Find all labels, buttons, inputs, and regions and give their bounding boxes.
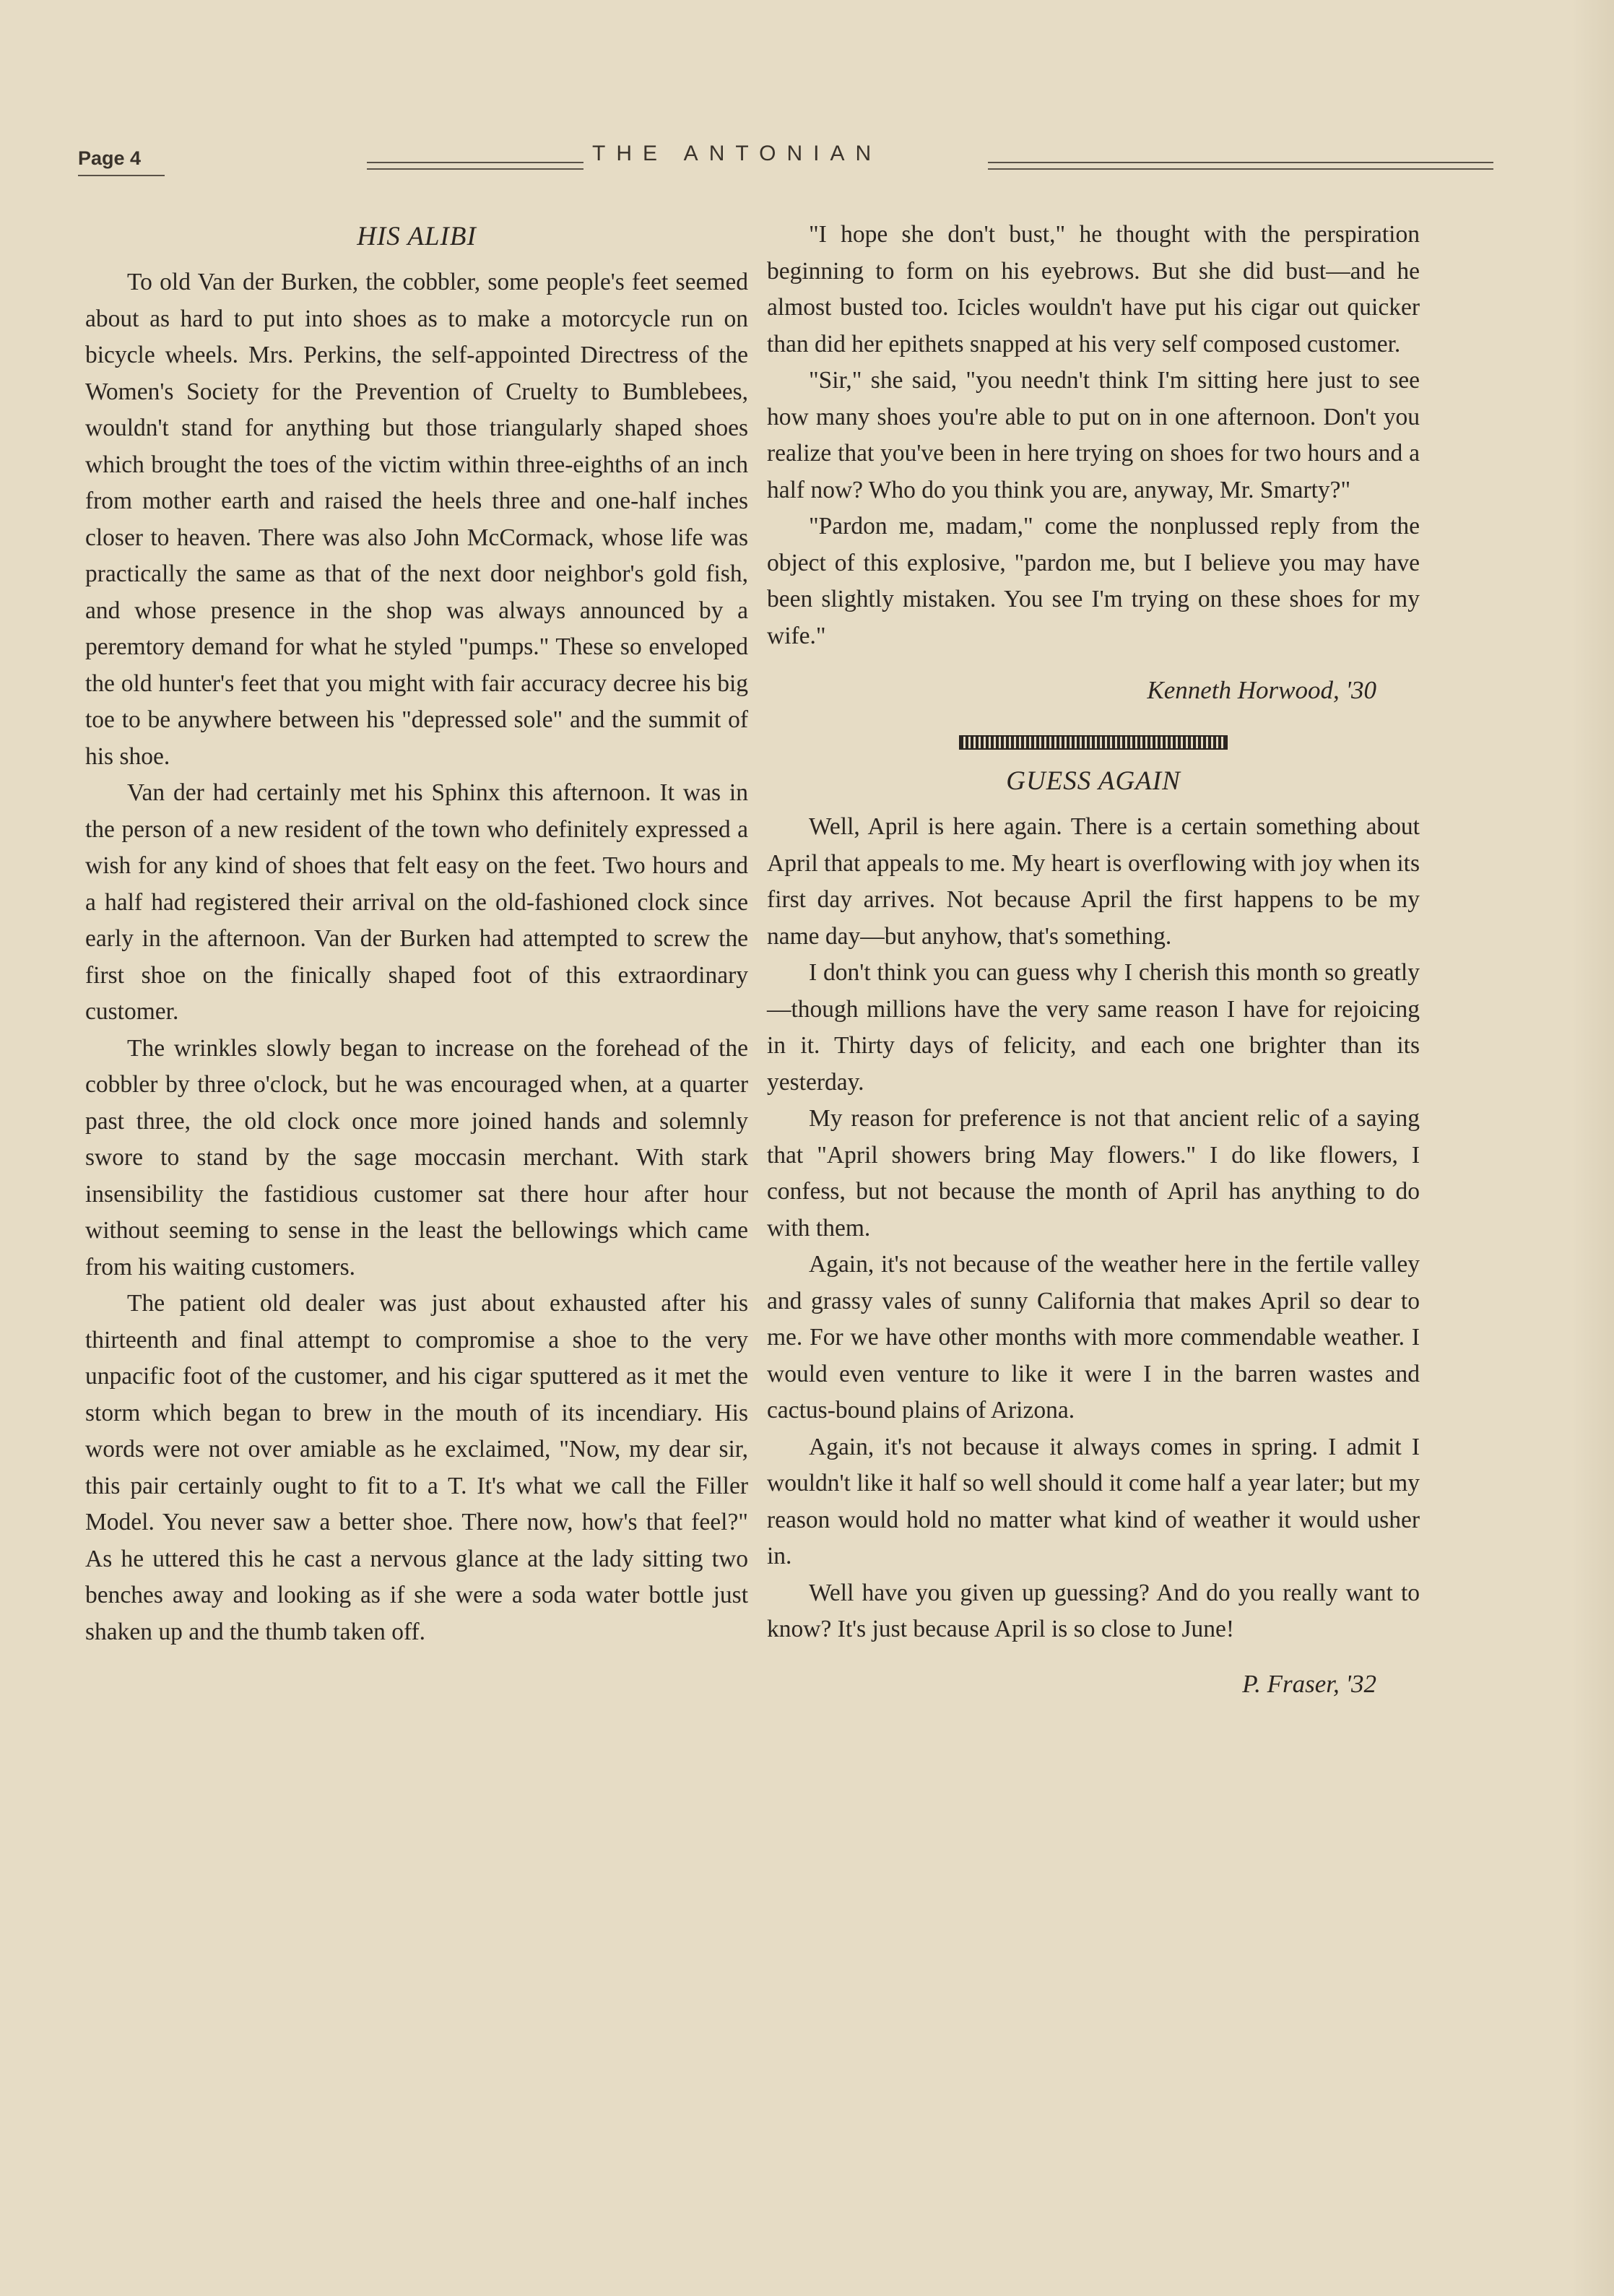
story-paragraph: Again, it's not because it always comes in spring. I admit I wouldn't like it half so well should it come half a year later; but my reason would hold no matter what kind of weather it would usher in.	[767, 1433, 1420, 1569]
page-header	[78, 142, 1417, 179]
story-paragraph: I don't think you can guess why I cherish this month so greatly—though millions have the very same reason I have for rejoicing in it. Thirty days of felicity, and each one brighter than its yesterday.	[767, 959, 1420, 1096]
page-number-underline	[78, 175, 165, 176]
story-title-guess-again: GUESS AGAIN	[1006, 766, 1181, 796]
story-paragraph: Well, April is here again. There is a certain something about April that appeals to me. My heart is overflowing with joy when its first day arrives. Not because April the first happens to be my name day—but anyhow, that's something.	[767, 813, 1420, 950]
page-edge-shadow	[1571, 0, 1614, 2296]
story-author: Kenneth Horwood, '30	[1147, 676, 1376, 704]
story-paragraph: My reason for preference is not that ancient relic of a saying that "April showers bring May flowers." I do like flowers, I confess, but not because the month of April has anything to do with them.	[767, 1105, 1420, 1242]
section-divider	[959, 735, 1228, 750]
story-paragraph: Again, it's not because of the weather here in the fertile valley and grassy vales of sunny California that makes April so dear to me. For we have other months with more commendable weather. I would even venture to like it were I in the barren wastes and cactus-bound plains of Arizona.	[767, 1251, 1420, 1424]
story-title-his-alibi: HIS ALIBI	[357, 222, 477, 251]
story-paragraph: To old Van der Burken, the cobbler, some people's feet seemed about as hard to put into shoes as to make a motorcycle run on bicycle wheels. Mrs. Perkins, the self-appointed Directress of the Women's Society for the Prevention of Cruelty to Bumblebees, wouldn't stand for anything but those triangularly shaped shoes which brought the toes of the victim within three-eighths of an inch from mother earth and raised the heels three and one-half inches closer to heaven. There was also John McCormack, whose life was practically the same as that of the next door neighbor's gold fish, and whose presence in the shop was always announced by a peremtory demand for what he styled "pumps." These so enveloped the old hunter's feet that you might with fair accuracy decree his big toe to be anywhere between his "depressed sole" and the summit of his shoe.	[85, 269, 748, 770]
left-column	[85, 217, 748, 1650]
story-paragraph: The wrinkles slowly began to increase on the forehead of the cobbler by three o'clock, but he was encouraged when, at a quarter past three, the old clock once more joined hands and solemnly swore to stand by the sage moccasin merchant. With stark insensibility the fastidious customer sat there hour after hour without seeming to sense in the least the bellowings which came from his waiting customers.	[85, 1034, 748, 1281]
story-paragraph: "I hope she don't bust," he thought with the perspiration beginning to form on his eyebrows. But she did bust—and he almost busted too. Icicles wouldn't have put his cigar out quicker than did her epithets snapped at his very self composed customer.	[767, 221, 1420, 358]
story-paragraph: Well have you given up guessing? And do you really want to know? It's just because April is so close to June!	[767, 1579, 1420, 1642]
story-paragraph: "Pardon me, madam," come the nonplussed reply from the object of this explosive, "pardon me, but I believe you may have been slightly mistaken. You see I'm trying on these shoes for my wife."	[767, 513, 1420, 649]
publication-title: THE ANTONIAN	[592, 142, 882, 165]
story-paragraph: Van der had certainly met his Sphinx this afternoon. It was in the person of a new resident of the town who definitely expressed a wish for any kind of shoes that felt easy on the feet. Two hours and a half had registered their arrival on the old-fashioned clock since early in the afternoon. Van der Burken had attempted to screw the first shoe on the finically shaped foot of this extraordinary customer.	[85, 779, 748, 1025]
story-paragraph: The patient old dealer was just about exhausted after his thirteenth and final attempt to compromise a shoe to the very unpacific foot of the customer, and his cigar sputtered as it met the storm which began to brew in the mouth of its incendiary. His words were not over amiable as he exclaimed, "Now, my dear sir, this pair certainly ought to fit to a T. It's what we call the Filler Model. You never saw a better shoe. There now, how's that feel?" As he uttered this he cast a nervous glance at the lady sitting two benches away and looking as if she were a soda water bottle just shaken up and the thumb taken off.	[85, 1290, 748, 1645]
page-number: Page 4	[78, 147, 142, 169]
story-paragraph: "Sir," she said, "you needn't think I'm sitting here just to see how many shoes you're able to put on in one afternoon. Don't you realize that you've been in here trying on shoes for two hours and a half now? Who do you think you are, anyway, Mr. Smarty?"	[767, 367, 1420, 503]
story-author: P. Fraser, '32	[1242, 1669, 1376, 1698]
right-column	[767, 217, 1420, 1704]
